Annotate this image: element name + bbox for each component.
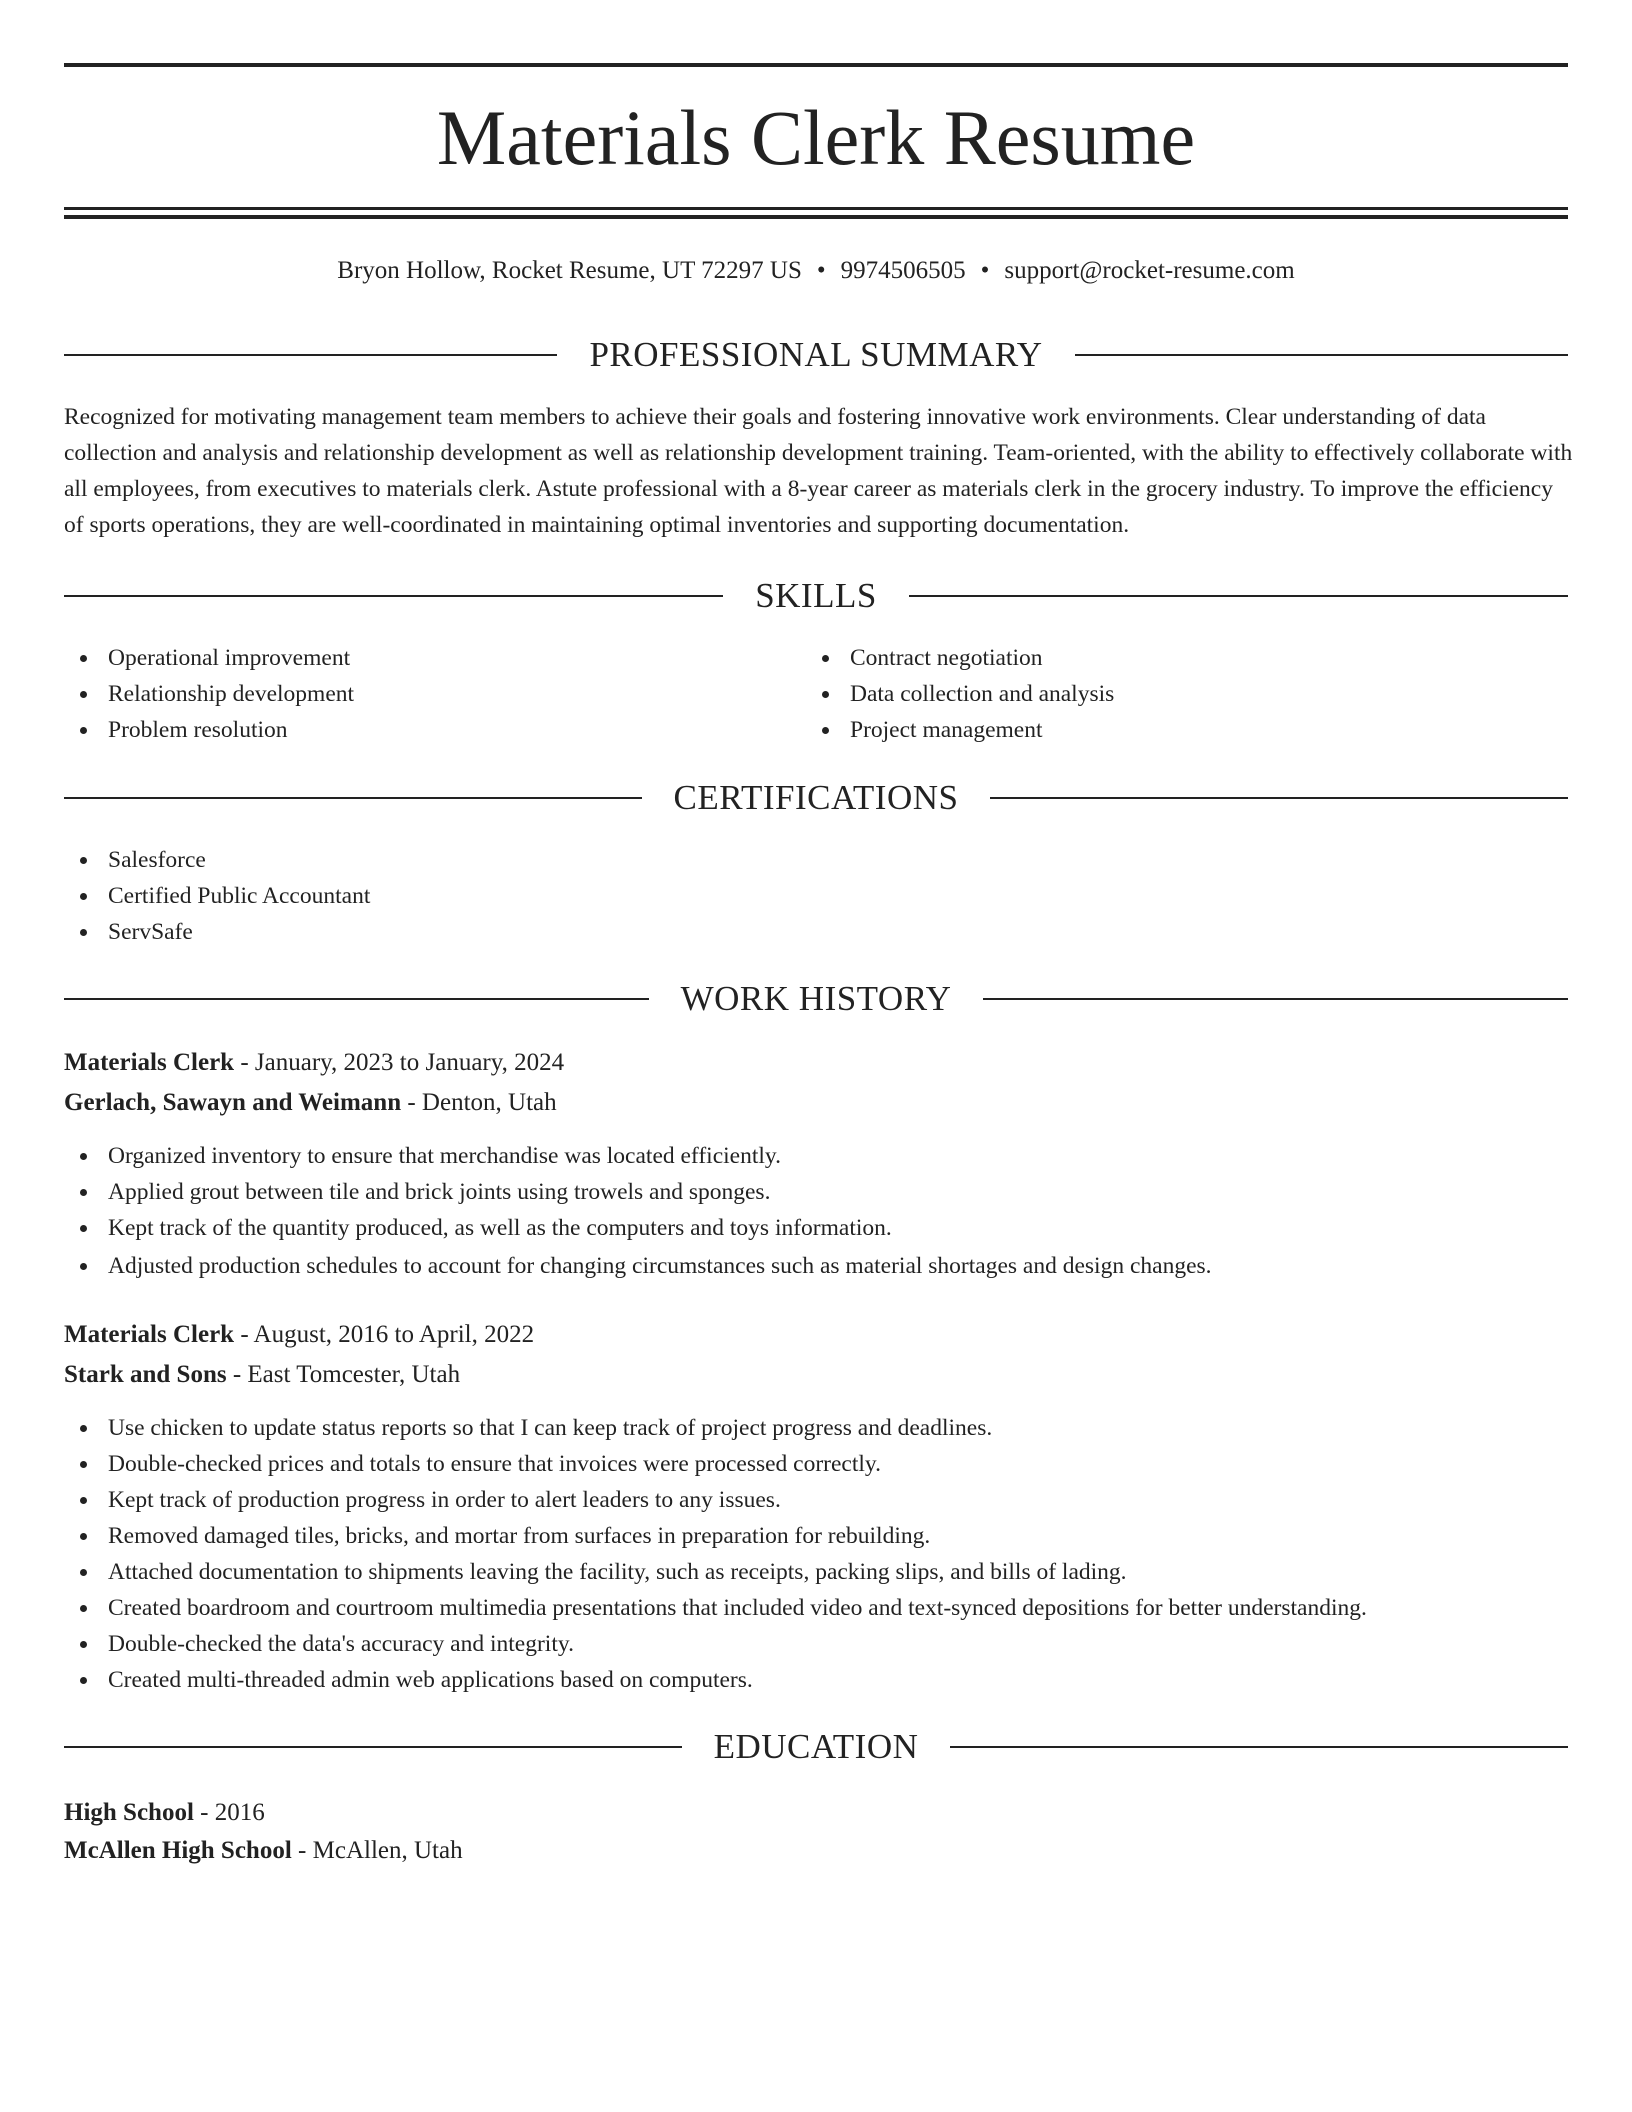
divider [1075,354,1568,356]
list-item: Applied grout between tile and brick joints using trowels and sponges. [64,1174,1212,1210]
title-rule-lower [64,215,1568,219]
job-dates: - January, 2023 to January, 2024 [234,1049,565,1076]
list-item: Organized inventory to ensure that merchandise was located efficiently. [64,1138,1212,1174]
divider [64,354,557,356]
section-header-certifications [64,773,1568,823]
section-header-education [64,1722,1568,1772]
list-item: Use chicken to update status reports so that I can keep track of project progress and deadlines. [64,1410,1367,1446]
divider [983,998,1568,1000]
list-item: Kept track of production progress in order to alert leaders to any issues. [64,1482,1367,1518]
divider [64,998,649,1000]
section-header-skills [64,571,1568,621]
list-item: Data collection and analysis [806,676,1114,712]
education-degree: High School [64,1799,194,1826]
list-item: Problem resolution [64,712,354,748]
list-item: Removed damaged tiles, bricks, and mortar from surfaces in preparation for rebuilding. [64,1518,1367,1554]
contact-email: support@rocket-resume.com [1004,257,1295,284]
contact-line [0,253,1632,289]
job-duties-list [64,1410,1367,1698]
section-title: EDUCATION [713,1727,919,1766]
job-location: - Denton, Utah [401,1089,557,1116]
list-item: Created boardroom and courtroom multimedia presentations that included video and text-synced depositions for better understanding. [64,1590,1367,1626]
list-item: Salesforce [64,842,370,878]
section-title: WORK HISTORY [680,979,952,1018]
divider [950,1746,1568,1748]
certifications-list [64,842,370,950]
list-item: ServSafe [64,914,370,950]
list-item: Attached documentation to shipments leaving the facility, such as receipts, packing slips, and bills of lading. [64,1554,1367,1590]
list-item: Operational improvement [64,640,354,676]
job-company-line [64,1356,460,1394]
contact-address: Bryon Hollow, Rocket Resume, UT 72297 US [337,257,802,284]
divider [909,595,1568,597]
list-item: Created multi-threaded admin web applications based on computers. [64,1662,1367,1698]
contact-separator: • [980,257,990,284]
list-item: Double-checked prices and totals to ensure that invoices were processed correctly. [64,1446,1367,1482]
job-location: - East Tomcester, Utah [226,1361,461,1388]
list-item: Kept track of the quantity produced, as well as the computers and toys information. [64,1210,1212,1246]
list-item: Project management [806,712,1114,748]
divider [64,797,642,799]
list-item: Adjusted production schedules to account for changing circumstances such as material shortages and design changes. [64,1248,1212,1284]
skills-list-right [806,640,1114,748]
title-rule-upper [64,207,1568,210]
list-item: Certified Public Accountant [64,878,370,914]
job-company: Gerlach, Sawayn and Weimann [64,1089,402,1116]
education-location: - McAllen, Utah [291,1837,463,1864]
education-degree-line [64,1794,265,1832]
job-title-line [64,1316,534,1354]
list-item: Contract negotiation [806,640,1114,676]
divider [990,797,1568,799]
page-title: Materials Clerk Resume [436,94,1196,181]
job-company: Stark and Sons [64,1361,227,1388]
section-title: CERTIFICATIONS [673,778,959,817]
top-rule [64,63,1568,67]
contact-phone: 9974506505 [840,257,966,284]
skills-list-left [64,640,354,748]
list-item: Double-checked the data's accuracy and integrity. [64,1626,1367,1662]
section-title: SKILLS [755,576,877,615]
education-school: McAllen High School [64,1837,292,1864]
divider [64,1746,682,1748]
list-item: Relationship development [64,676,354,712]
divider [64,595,723,597]
education-year: - 2016 [193,1799,265,1826]
section-title: PROFESSIONAL SUMMARY [589,335,1043,374]
summary-text: Recognized for motivating management team members to achieve their goals and fostering innovative work environments. Clear understanding of data collection and analysis and relationship development as well as relationship development training. Team-oriented, with the ability to effectively collaborate with all employees, from executives to materials clerk. Astute professional with a 8-year career as materials clerk in the grocery industry. To improve the efficiency of sports operations, they are well-coordinated in maintaining optimal inventories and supporting documentation. [64,404,1573,538]
section-header-summary [64,330,1568,380]
job-title: Materials Clerk [64,1321,235,1348]
job-title-line [64,1044,564,1082]
job-company-line [64,1084,557,1122]
job-duties-list [64,1138,1212,1284]
job-dates: - August, 2016 to April, 2022 [234,1321,535,1348]
education-school-line [64,1832,463,1870]
job-title: Materials Clerk [64,1049,235,1076]
section-header-work-history [64,974,1568,1024]
contact-separator: • [816,257,826,284]
